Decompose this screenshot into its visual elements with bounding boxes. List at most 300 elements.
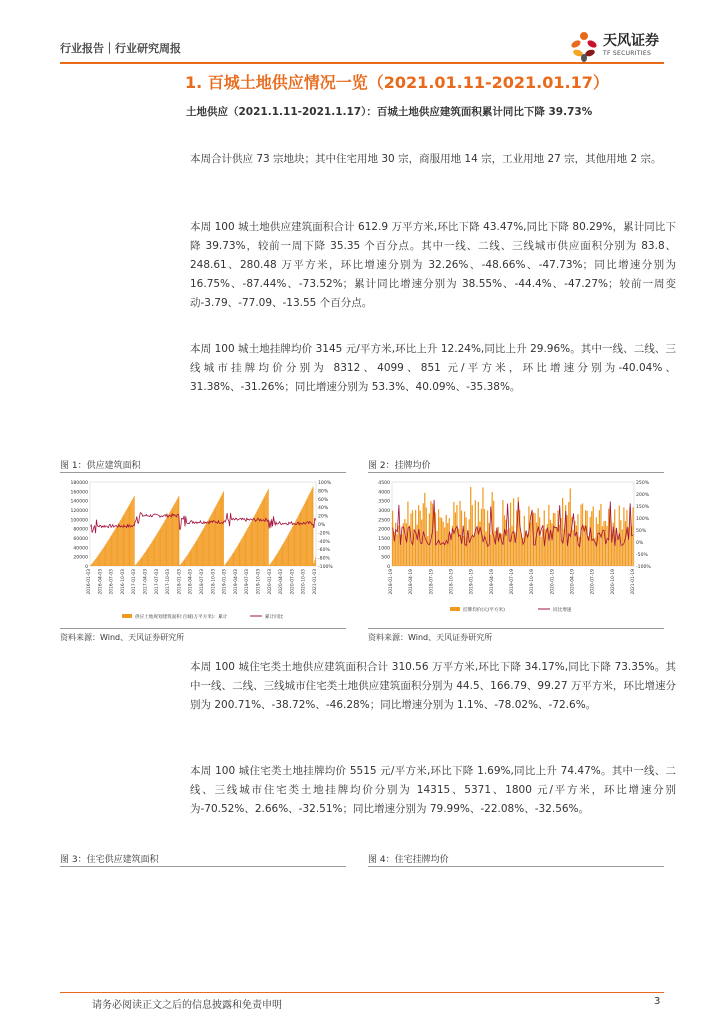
fig1-bar [259, 506, 260, 566]
fig1-bar [221, 495, 222, 566]
fig1-y-tick-label: 120000 [70, 509, 88, 514]
fig1-y-tick-label: 60000 [73, 537, 88, 542]
fig1-bar [189, 552, 190, 566]
fig1-y-tick-label: 20000 [73, 555, 88, 561]
fig1-x-tick-label: 2017-10-03 [166, 569, 172, 595]
fig2-bar [447, 523, 448, 566]
fig2-bar [623, 507, 624, 566]
fig1-x-tick-label: 2020-01-03 [267, 569, 273, 595]
fig1-bar [94, 560, 95, 566]
fig1-bar [218, 501, 219, 566]
fig1-y-tick-label: 160000 [70, 490, 88, 496]
fig1-bar [254, 516, 255, 566]
fig1-y2-tick-label: -60% [318, 548, 330, 554]
fig1-bar [236, 548, 237, 566]
logo-mark-icon [570, 32, 598, 62]
logo-chinese-name: 天风证券 [603, 33, 659, 49]
fig1-bar [177, 499, 178, 566]
fig2-bar [456, 505, 457, 566]
fig1-bar [91, 564, 92, 566]
fig2-bar [493, 501, 494, 566]
fig1-bar [105, 544, 106, 566]
fig1-bar [227, 562, 228, 566]
fig2-bar [436, 531, 437, 566]
fig1-y-tick-label: 0 [85, 565, 88, 570]
fig1-x-tick-label: 2020-07-03 [290, 569, 296, 595]
fig1-bar [144, 553, 145, 566]
fig1-bar [284, 541, 285, 566]
fig1-bar [241, 539, 242, 566]
fig1-bar [232, 554, 233, 566]
fig1-bar [201, 532, 202, 566]
fig1-bar [290, 530, 291, 566]
fig1-bar [142, 557, 143, 566]
figure-3-title: 图 3：住宅供应建筑面积 [60, 855, 159, 865]
fig1-bar [235, 549, 236, 566]
fig2-bar [585, 510, 586, 566]
fig2-x-tick-label: 2021-01-19 [631, 569, 636, 595]
fig1-bar [106, 543, 107, 566]
fig1-bar [101, 551, 102, 566]
fig2-bar [473, 537, 474, 566]
figure-1-source: 资料来源：Wind、天风证券研究所 [60, 633, 185, 642]
fig1-x-tick-label: 2020-04-03 [279, 569, 285, 595]
fig1-bar [192, 547, 193, 566]
fig1-bar [288, 535, 289, 566]
fig1-bar [227, 561, 228, 566]
fig2-legend-swatch-bar [450, 607, 460, 611]
fig1-bar [251, 522, 252, 566]
fig1-bar [275, 557, 276, 566]
fig1-bar [134, 496, 135, 566]
fig1-bar [117, 525, 118, 566]
fig2-y-tick-label: 0 [387, 565, 390, 570]
fig2-y2-tick-label: 250% [636, 481, 650, 486]
fig1-bar [162, 525, 163, 566]
fig1-bar [230, 557, 231, 566]
fig1-bar [113, 532, 114, 566]
fig1-bar [272, 561, 273, 566]
figure-1-bottom-rule [60, 628, 346, 629]
fig1-bar [193, 545, 194, 566]
fig2-y-tick-label: 1000 [378, 546, 390, 552]
fig2-bar [429, 513, 430, 566]
fig1-bar [287, 536, 288, 566]
fig1-y2-tick-label: -100% [318, 565, 333, 570]
fig1-bar [142, 555, 143, 566]
fig2-bar [625, 521, 626, 566]
fig1-bar [141, 558, 142, 566]
fig1-bar [228, 560, 229, 566]
fig1-bar [267, 491, 268, 566]
fig1-bar [194, 544, 195, 566]
fig2-y-tick-label: 4500 [378, 481, 390, 486]
fig1-bar [295, 522, 296, 566]
fig2-bar [539, 517, 540, 566]
fig2-x-tick-label: 2018-10-19 [449, 569, 455, 595]
fig1-bar [276, 554, 277, 566]
fig1-bar [229, 558, 230, 566]
fig1-bar [240, 540, 241, 566]
fig1-bar [289, 533, 290, 566]
fig2-bar [527, 534, 528, 566]
fig1-bar [286, 538, 287, 566]
fig1-bar [215, 508, 216, 566]
fig2-bar [507, 530, 508, 566]
fig1-bar [131, 501, 132, 566]
fig1-bar [145, 552, 146, 566]
fig2-x-tick-label: 2019-07-19 [510, 569, 515, 595]
fig2-y-tick-label: 2000 [378, 527, 390, 533]
fig1-bar [115, 529, 116, 566]
fig1-bar [181, 563, 182, 566]
fig2-bar [443, 522, 444, 566]
fig2-bar [511, 526, 512, 566]
fig1-bar [154, 539, 155, 566]
fig1-bar [209, 517, 210, 566]
fig1-bar [191, 549, 192, 566]
figure-2-bottom-rule [368, 628, 664, 629]
fig1-bar [136, 563, 137, 566]
fig1-bar [107, 541, 108, 566]
fig1-bar [276, 555, 277, 566]
fig1-bar [293, 525, 294, 566]
fig2-y2-tick-label: -50% [636, 553, 648, 558]
fig2-bar [449, 518, 450, 566]
fig1-bar [195, 543, 196, 566]
fig1-bar [312, 488, 313, 566]
fig1-bar [110, 537, 111, 566]
fig1-bar [265, 494, 266, 566]
fig1-bar [250, 524, 251, 566]
fig2-bar [482, 488, 483, 566]
fig1-bar [122, 517, 123, 566]
fig1-bar [139, 560, 140, 566]
fig1-bar [160, 529, 161, 566]
fig1-bar [270, 563, 271, 566]
fig2-bar [551, 523, 552, 566]
fig1-bar [204, 526, 205, 566]
fig1-bar [157, 533, 158, 566]
figure-1-top-rule [60, 472, 346, 473]
fig1-bar [99, 553, 100, 566]
fig2-bar [593, 506, 594, 566]
fig1-bar [130, 502, 131, 566]
fig1-bar [258, 507, 259, 566]
fig1-bar [102, 549, 103, 566]
fig2-bar [415, 510, 416, 566]
header-divider [60, 62, 664, 64]
fig2-bar [438, 509, 439, 566]
fig1-bar [99, 554, 100, 566]
footer-divider [60, 992, 664, 993]
fig1-x-tick-label: 2016-01-03 [87, 569, 92, 595]
fig1-x-tick-label: 2017-07-03 [154, 569, 160, 595]
fig1-x-tick-label: 2018-07-03 [200, 569, 205, 595]
fig1-bar [260, 504, 261, 566]
fig1-x-tick-label: 2016-07-03 [109, 569, 115, 595]
fig1-bar [166, 519, 167, 566]
fig1-bar [109, 539, 110, 566]
fig1-bar [92, 563, 93, 566]
fig1-bar [148, 547, 149, 566]
section-subtitle: 土地供应（2021.1.11-2021.1.17）：百城土地供应建筑面积累计同比下降 39.73% [186, 106, 593, 118]
fig2-bar [557, 510, 558, 566]
fig2-y-tick-label: 3000 [378, 509, 390, 514]
fig1-y-tick-label: 180000 [70, 481, 88, 486]
fig1-bar [270, 564, 271, 566]
fig2-bar [504, 515, 505, 566]
fig1-bar [221, 496, 222, 566]
fig1-bar [243, 536, 244, 566]
fig1-y2-tick-label: -80% [318, 556, 330, 562]
fig1-bar [178, 498, 179, 566]
fig2-bar [426, 508, 427, 566]
fig2-bar [550, 520, 551, 566]
fig1-bar [239, 543, 240, 566]
fig1-bar [289, 532, 290, 566]
fig1-bar [180, 564, 181, 566]
fig1-bar [252, 519, 253, 566]
fig2-bar [392, 511, 393, 566]
fig1-x-tick-label: 2016-04-03 [98, 569, 104, 595]
fig1-bar [281, 547, 282, 566]
fig2-bar [427, 536, 428, 566]
fig2-bar [459, 501, 460, 566]
figure-2-title: 图 2：挂牌均价 [368, 461, 431, 471]
fig1-x-tick-label: 2018-10-03 [211, 569, 217, 595]
fig1-bar [215, 506, 216, 566]
fig2-legend-label: 挂牌均价(元/平方米) [463, 608, 505, 613]
fig1-bar [261, 502, 262, 566]
fig1-bar [123, 516, 124, 566]
fig2-y2-tick-label: 50% [636, 529, 647, 534]
fig2-bar [404, 519, 405, 566]
fig1-bar [303, 506, 304, 566]
fig2-y2-tick-label: -100% [636, 565, 651, 570]
fig1-bar [153, 540, 154, 566]
fig1-bar [205, 525, 206, 566]
fig1-bar [185, 557, 186, 566]
fig2-x-tick-label: 2019-04-19 [489, 569, 495, 595]
fig1-x-tick-label: 2017-01-03 [132, 569, 138, 595]
fig1-bar [305, 502, 306, 566]
fig2-bar [570, 488, 571, 566]
fig1-x-tick-label: 2020-10-03 [301, 569, 307, 595]
fig2-bar [476, 529, 477, 566]
fig1-x-tick-label: 2019-04-03 [233, 569, 239, 595]
fig1-bar [188, 553, 189, 566]
fig1-bar [136, 564, 137, 566]
fig2-bar [622, 529, 623, 566]
figure-1-chart [60, 476, 346, 626]
fig1-bar [183, 561, 184, 566]
fig1-bar [166, 517, 167, 566]
fig1-bar [244, 534, 245, 566]
paragraph-supply-area: 本周 100 城土地供应建筑面积合计 612.9 万平方米,环比下降 43.47%,同比下降 80.29%，累计同比下降 39.73%，较前一周下降 35.35 个百分点。其中一线、二线、三线城市供应面积分别为 83.8、248.61、280.48 万平方米，环比增速分别为 32.26%、-48.66%、-47.73%；同比增速分别为 16.75%、-87.44%、-73.52%；累计同比增速分别为 38.55%、-44.4%、-47.27%；较前一周变动-3.79、-77.09、-13.55 个百分点。 [190, 221, 676, 309]
fig1-bar [206, 523, 207, 566]
fig1-bar [219, 500, 220, 566]
fig1-y2-tick-label: -20% [318, 531, 330, 537]
fig2-bar [424, 493, 425, 566]
fig1-bar [246, 530, 247, 566]
fig1-y-tick-label: 80000 [73, 527, 88, 533]
fig1-bar [313, 563, 314, 566]
fig1-bar [240, 542, 241, 566]
fig1-bar [308, 495, 309, 566]
fig1-bar [170, 511, 171, 566]
section-title: 1. 百城土地供应情况一览（2021.01.11-2021.01.17） [185, 73, 609, 92]
fig1-legend-label: 累计同比 [265, 615, 284, 620]
fig1-bar [283, 543, 284, 566]
fig2-bar [417, 525, 418, 566]
fig1-bar [297, 517, 298, 566]
fig2-bar [528, 506, 529, 566]
fig1-bar [93, 562, 94, 566]
fig1-bar [217, 503, 218, 566]
fig2-bar [495, 531, 496, 566]
fig1-bar [274, 558, 275, 566]
fig2-bar [536, 522, 537, 566]
fig2-bar [597, 524, 598, 566]
fig1-bar [268, 489, 269, 566]
fig1-legend-label: 供应土地规划建筑面积:百城(万平方米)：累计 [135, 615, 228, 620]
fig2-bar [412, 510, 413, 566]
fig2-x-tick-label: 2018-04-19 [409, 569, 415, 595]
fig2-bar [559, 525, 560, 566]
fig1-bar [245, 533, 246, 566]
fig1-bar [135, 565, 136, 566]
fig1-x-tick-label: 2019-07-03 [245, 569, 251, 595]
footer-disclaimer: 请务必阅读正文之后的信息披露和免责申明 [92, 1000, 282, 1011]
fig2-bar [590, 517, 591, 566]
fig1-bar [160, 527, 161, 566]
fig2-bar [632, 507, 633, 566]
fig1-x-tick-label: 2017-04-03 [143, 569, 149, 595]
fig1-bar [187, 555, 188, 566]
figure-2-top-rule [368, 472, 664, 473]
fig1-bar [314, 560, 315, 566]
fig1-bar [150, 544, 151, 566]
fig1-bar [200, 534, 201, 566]
fig2-x-tick-label: 2020-04-19 [570, 569, 576, 595]
fig1-bar [207, 522, 208, 566]
figure-2-chart [368, 476, 664, 626]
fig2-bar [554, 513, 555, 566]
fig1-bar [295, 521, 296, 566]
fig1-y2-tick-label: 40% [318, 506, 329, 512]
fig2-bar [606, 526, 607, 566]
fig2-bar [603, 521, 604, 566]
fig2-bar [534, 513, 535, 566]
fig1-bar [163, 523, 164, 566]
paragraph-listing-price: 本周 100 城土地挂牌均价 3145 元/平方米,环比上升 12.24%,同比上升 29.96%。其中一线、二线、三线城市挂牌均价分别为 8312、4099、851 元/平方米，环比增速分别为-40.04%、31.38%、-31.26%；同比增速分别为 53.3%、40.09%、-35.38%。 [190, 343, 676, 393]
fig1-bar [98, 555, 99, 566]
fig1-bar [132, 499, 133, 566]
fig1-bar [277, 553, 278, 566]
fig2-y2-tick-label: 100% [636, 517, 650, 522]
fig1-bar [247, 528, 248, 566]
fig2-bar [582, 503, 583, 566]
fig1-bar [238, 545, 239, 566]
fig1-bar [191, 548, 192, 566]
fig1-bar [222, 493, 223, 566]
fig1-bar [154, 537, 155, 566]
fig2-bar [487, 510, 488, 566]
fig1-bar [133, 498, 134, 566]
fig2-y2-tick-label: 0% [636, 541, 644, 546]
fig2-bar [553, 513, 554, 566]
fig1-y2-tick-label: 100% [318, 481, 332, 486]
fig1-bar [301, 511, 302, 566]
fig2-y-tick-label: 1500 [378, 537, 390, 542]
fig2-bar [441, 518, 442, 566]
fig1-bar [137, 562, 138, 566]
fig1-bar [307, 499, 308, 566]
fig2-bar [502, 500, 503, 566]
fig1-bar [220, 498, 221, 566]
fig2-bar [397, 534, 398, 566]
page-number: 3 [654, 996, 661, 1007]
fig2-bar [444, 527, 445, 566]
fig1-bar [264, 497, 265, 566]
fig1-bar [185, 559, 186, 566]
fig1-bar [171, 510, 172, 566]
logo-english-name: TF SECURITIES [603, 50, 652, 57]
figure-4-title: 图 4：住宅挂牌均价 [368, 855, 449, 865]
paragraph-residential-area: 本周 100 城住宅类土地供应建筑面积合计 310.56 万平方米,环比下降 34.17%,同比下降 73.35%。其中一线、二线、三线城市住宅类土地供应建筑面积分别为 44.5、166.79、99.27 万平方米，环比增速分别为 200.71%、-38.72%、-46.28%；同比增速分别为 1.1%、-78.02%、-72.6%。 [190, 661, 676, 711]
fig2-bar [439, 517, 440, 566]
fig2-bar [470, 487, 471, 566]
fig1-bar [234, 550, 235, 566]
fig1-bar [124, 514, 125, 566]
fig1-bar [161, 526, 162, 566]
fig1-bar [199, 535, 200, 566]
fig1-bar [176, 501, 177, 566]
fig2-y2-tick-label: 200% [636, 493, 650, 498]
fig1-bar [179, 496, 180, 566]
fig1-y-tick-label: 40000 [73, 546, 88, 552]
figure-1-title: 图 1：供应建筑面积 [60, 461, 141, 471]
fig1-bar [128, 507, 129, 566]
fig2-bar [510, 503, 511, 566]
fig1-y2-tick-label: 0% [318, 523, 326, 528]
fig1-bar [300, 512, 301, 566]
fig1-bar [158, 532, 159, 566]
fig1-bar [315, 557, 316, 566]
fig1-bar [172, 508, 173, 566]
fig2-bar [573, 530, 574, 566]
fig1-bar [202, 531, 203, 566]
fig1-y-tick-label: 140000 [70, 499, 88, 505]
fig1-bar [234, 552, 235, 566]
paragraph-land-parcels: 本周合计供应 73 宗地块；其中住宅用地 30 宗，商服用地 14 宗，工业用地 27 宗，其他用地 2 宗。 [190, 153, 662, 165]
fig1-bar [296, 519, 297, 566]
fig1-bar [299, 514, 300, 566]
fig1-bar [196, 541, 197, 566]
figure-2-source: 资料来源：Wind、天风证券研究所 [368, 633, 493, 642]
fig1-bar [164, 522, 165, 566]
fig2-bar [626, 510, 627, 566]
fig2-y-tick-label: 500 [381, 555, 390, 561]
fig1-bar [184, 560, 185, 566]
fig2-x-tick-label: 2020-10-19 [610, 569, 616, 595]
fig1-bar [282, 544, 283, 566]
fig2-x-tick-label: 2018-07-19 [429, 569, 435, 595]
fig1-bar [148, 548, 149, 566]
fig1-bar [237, 546, 238, 566]
fig1-bar [203, 529, 204, 566]
